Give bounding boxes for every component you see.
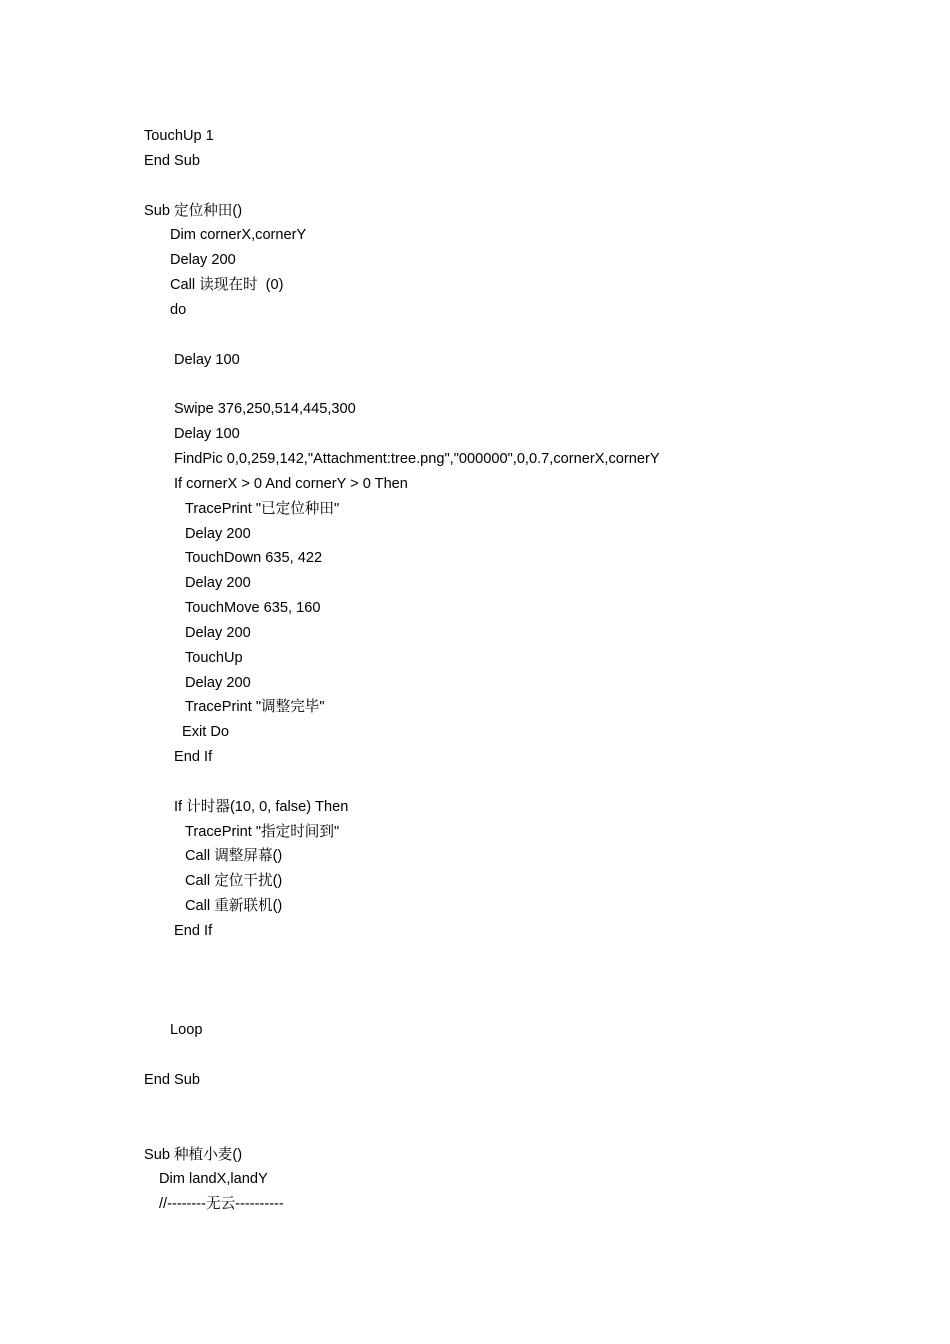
code-line: Call 定位干扰(): [185, 873, 283, 890]
blank-line: [144, 174, 844, 199]
blank-line: [144, 1118, 844, 1143]
code-line: If 计时器(10, 0, false) Then: [174, 798, 349, 815]
code-line: Call 调整屏幕(): [185, 848, 283, 865]
code-line: Sub 定位种田(): [144, 202, 243, 219]
code-line: Dim cornerX,cornerY: [170, 227, 307, 244]
code-line: End Sub: [144, 152, 200, 169]
code-line: Delay 100: [174, 351, 240, 368]
code-line: FindPic 0,0,259,142,"Attachment:tree.png","000000",0,0.7,cornerX,cornerY: [174, 450, 660, 467]
code-line: Dim landX,landY: [159, 1171, 268, 1188]
code-line: Delay 200: [185, 575, 251, 592]
code-line: Delay 200: [185, 525, 251, 542]
blank-line: [144, 944, 844, 969]
code-line: Delay 200: [185, 624, 251, 641]
code-line: Swipe 376,250,514,445,300: [174, 401, 356, 418]
blank-line: [144, 1093, 844, 1118]
code-line: Exit Do: [182, 724, 230, 741]
code-line: End If: [174, 923, 213, 939]
code-line: TouchMove 635, 160: [185, 600, 321, 617]
blank-line: [144, 372, 844, 397]
code-line: TracePrint "已定位种田": [185, 500, 340, 517]
code-line: Loop: [170, 1022, 203, 1039]
blank-line: [144, 1043, 844, 1068]
blank-line: [144, 994, 844, 1019]
blank-line: [144, 969, 844, 994]
blank-line: [144, 770, 844, 795]
code-line: TracePrint "指定时间到": [185, 823, 340, 840]
code-line: Call 读现在时 (0): [170, 277, 284, 294]
blank-line: [144, 323, 844, 348]
code-line: TouchUp 1: [144, 128, 214, 144]
code-line: End Sub: [144, 1072, 200, 1089]
code-line: TouchDown 635, 422: [185, 550, 323, 567]
code-line: End If: [174, 749, 213, 766]
code-line: do: [170, 301, 187, 318]
code-block: [144, 124, 844, 1217]
code-line: Delay 100: [174, 426, 240, 443]
code-line: //--------无云----------: [159, 1196, 284, 1213]
code-line: TouchUp: [185, 649, 243, 666]
code-line: Delay 200: [185, 674, 251, 691]
code-line: Sub 种植小麦(): [144, 1146, 243, 1163]
code-line: Delay 200: [170, 252, 236, 269]
code-line: If cornerX > 0 And cornerY > 0 Then: [174, 475, 408, 492]
code-line: Call 重新联机(): [185, 898, 283, 915]
code-line: TracePrint "调整完毕": [185, 699, 325, 716]
